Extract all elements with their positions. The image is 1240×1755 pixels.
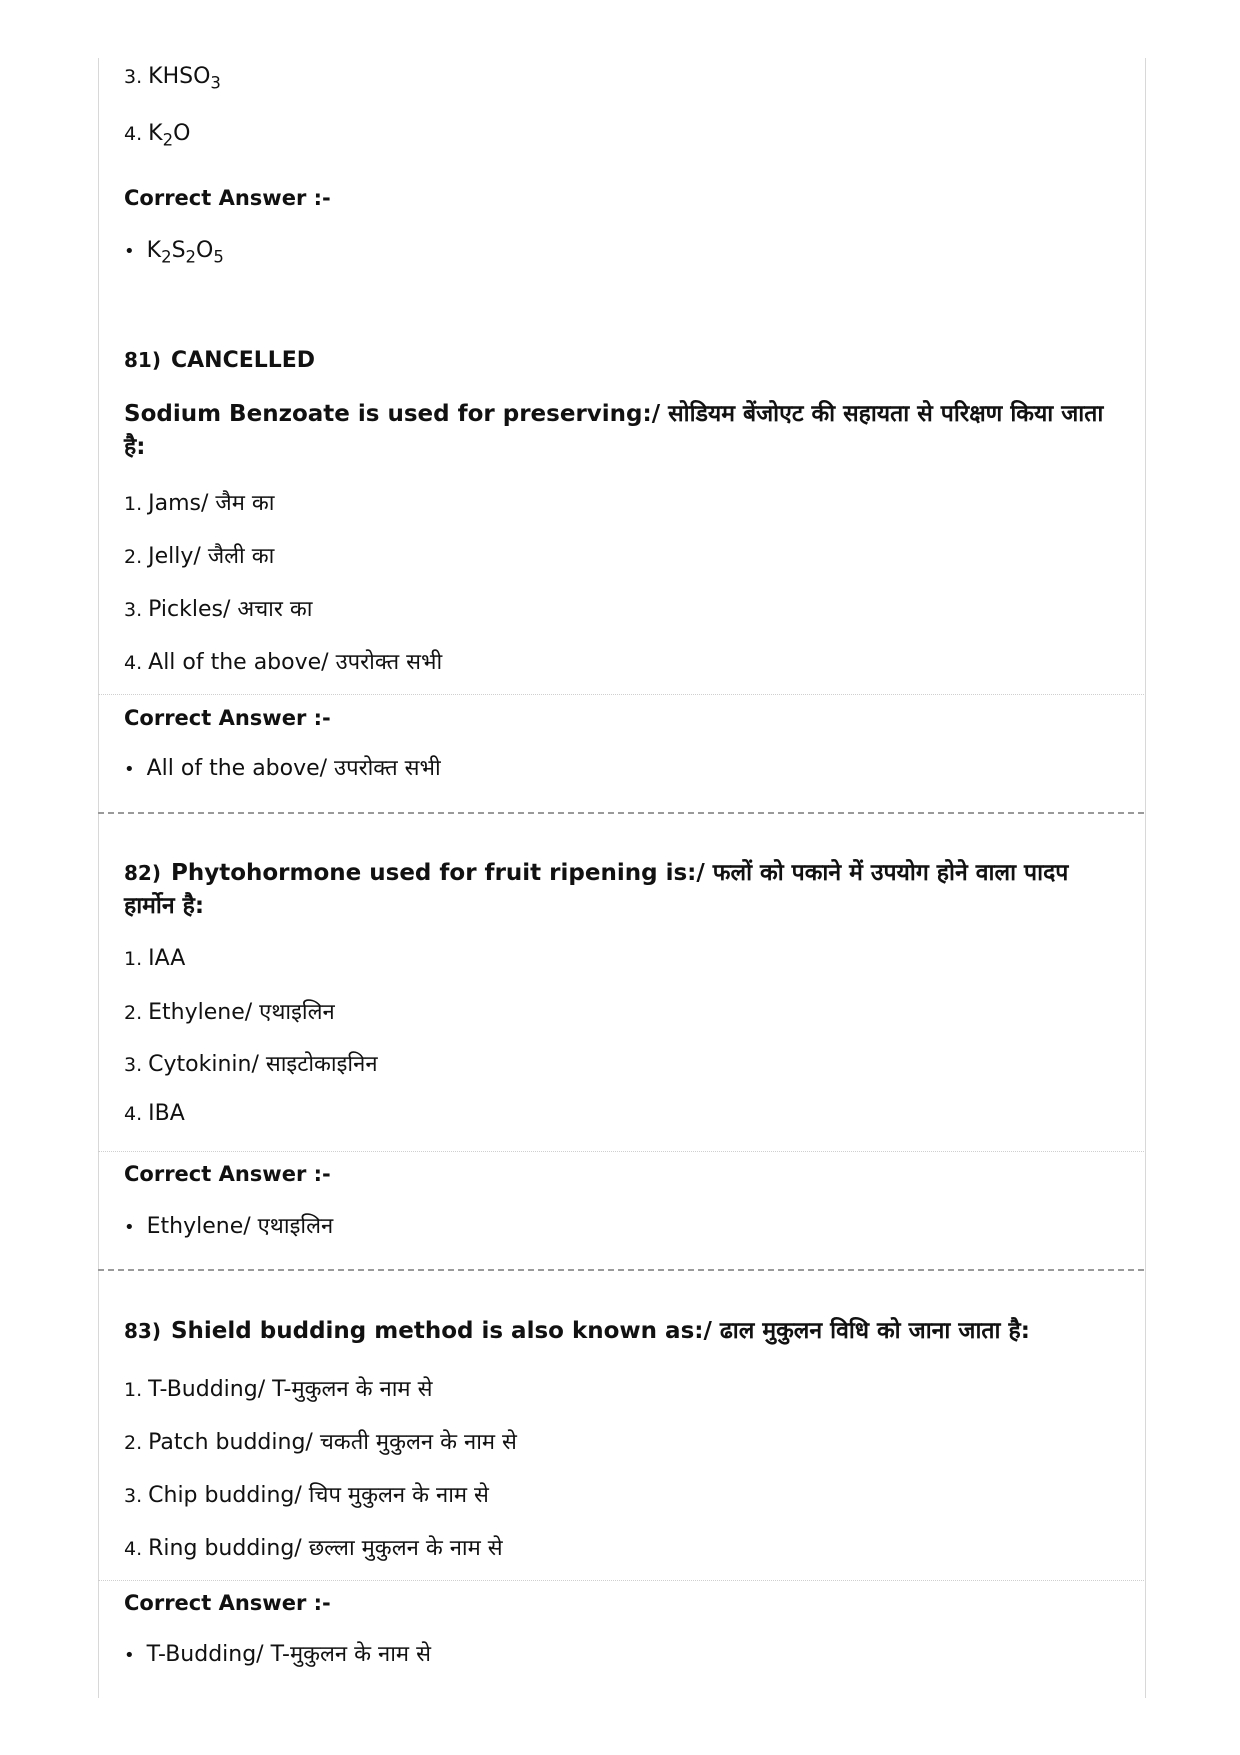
q82-option-2: 2. Ethylene/ एथाइलिन xyxy=(124,1000,335,1025)
q81-option-4: 4. All of the above/ उपरोक्त सभी xyxy=(124,650,443,675)
q81-status: CANCELLED xyxy=(170,348,316,373)
q83-option-2: 2. Patch budding/ चकती मुकुलन के नाम से xyxy=(124,1430,517,1455)
q83-option-1: 1. T-Budding/ T-मुकुलन के नाम से xyxy=(124,1377,433,1402)
q81-correct-answer: • All of the above/ उपरोक्त सभी xyxy=(124,756,441,781)
q82-option-1: 1. IAA xyxy=(124,946,186,971)
q83-correct-answer: • T-Budding/ T-मुकुलन के नाम से xyxy=(124,1642,431,1667)
divider xyxy=(98,694,1144,695)
q83-option-4: 4. Ring budding/ छल्ला मुकुलन के नाम से xyxy=(124,1536,503,1561)
q83-correct-answer-label: Correct Answer :- xyxy=(124,1591,331,1615)
q82-correct-answer-label: Correct Answer :- xyxy=(124,1162,331,1186)
q81-question: Sodium Benzoate is used for preserving:/ सोडियम बेंजोएट की सहायता से परिक्षण किया जाता है: xyxy=(124,401,1104,460)
q83-question: 83) Shield budding method is also known as:/ ढाल मुकुलन विधि को जाना जाता है: xyxy=(124,1318,1030,1344)
q82-option-4: 4. IBA xyxy=(124,1101,185,1126)
q83-option-3: 3. Chip budding/ चिप मुकुलन के नाम से xyxy=(124,1483,489,1508)
q80-option-4: 4. $K_2O$ xyxy=(124,121,191,150)
q81-option-1: 1. Jams/ जैम का xyxy=(124,491,275,516)
q80-option-3: 3. $KHSO_3$ xyxy=(124,64,221,93)
divider xyxy=(98,1151,1144,1152)
q81-header: 81) CANCELLED xyxy=(124,348,316,373)
q81-option-3: 3. Pickles/ अचार का xyxy=(124,597,313,622)
question-separator xyxy=(98,1269,1144,1271)
q82-question: 82) Phytohormone used for fruit ripening is:/ फलों को पकाने में उपयोग होने वाला पादप हार्मोन है: xyxy=(124,860,1069,919)
q80-correct-answer: • $K_2S_2O_5$ xyxy=(124,238,224,267)
q80-correct-answer-label: Correct Answer :- xyxy=(124,186,331,210)
q82-option-3: 3. Cytokinin/ साइटोकाइनिन xyxy=(124,1052,378,1077)
q81-correct-answer-label: Correct Answer :- xyxy=(124,706,331,730)
q82-correct-answer: • Ethylene/ एथाइलिन xyxy=(124,1214,334,1239)
divider xyxy=(98,1580,1144,1581)
question-separator xyxy=(98,812,1144,814)
q81-option-2: 2. Jelly/ जैली का xyxy=(124,544,275,569)
